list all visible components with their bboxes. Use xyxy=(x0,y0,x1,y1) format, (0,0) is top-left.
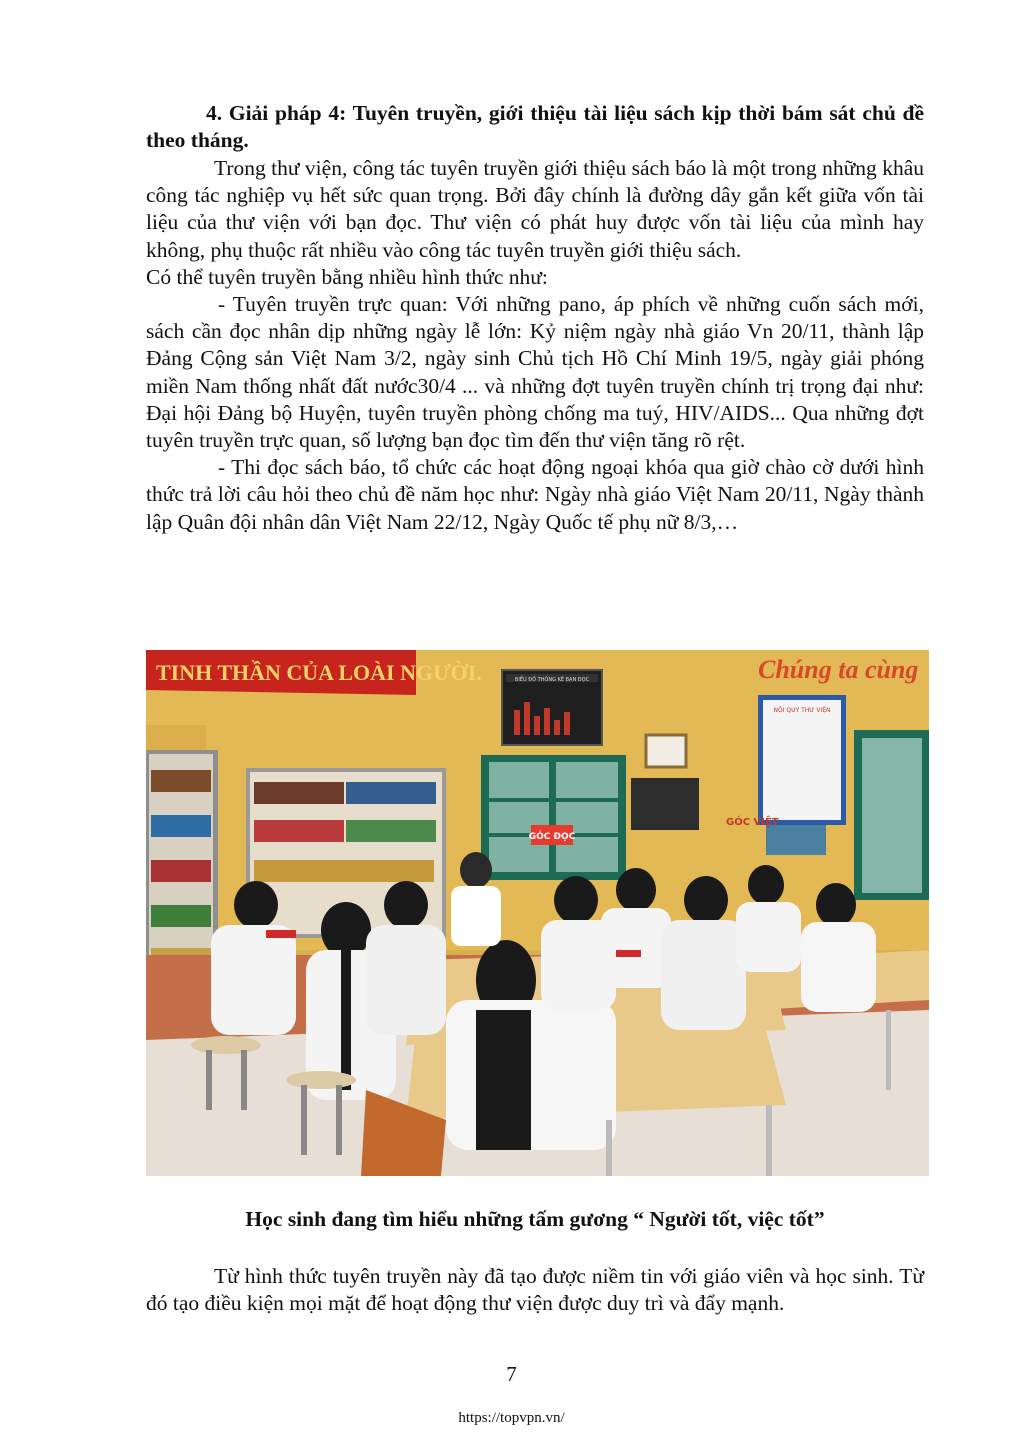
reading-corner-sign xyxy=(529,825,576,845)
poster-title: NỘI QUY THƯ VIỆN xyxy=(773,707,831,714)
body-text xyxy=(146,155,924,536)
statistics-board xyxy=(502,670,602,745)
paragraph-visual-propaganda: - Tuyên truyền trực quan: Với những pano, áp phích về những cuốn sách mới, sách cần đọc nhân dịp những ngày lễ lớn: Kỷ niệm ngày nhà giáo Vn 20/11, thành lập Đảng Cộng sản Việt Nam 3/2, ngày sinh Chủ tịch Hồ Chí Minh 19/5, ngày giải phóng miền Nam thống nhất đất nước30/4 ... và những đợt tuyên truyền chính trị trọng đại như: Đại hội Đảng bộ Huyện, tuyên truyền phòng chống ma tuý, HIV/AIDS... Qua những đợt tuyên truyền trực quan, số lượng bạn đọc tìm đến thư viện tăng rõ rệt. xyxy=(146,292,924,453)
photo-caption: Học sinh đang tìm hiểu những tấm gương “ Người tốt, việc tốt” xyxy=(245,1207,825,1231)
section-heading: 4. Giải pháp 4: Tuyên truyền, giới thiệu tài liệu sách kịp thời bám sát chủ đề theo tháng. xyxy=(146,101,924,153)
library-photo xyxy=(146,650,929,1176)
corner-sign-text: GÓC ĐỌC xyxy=(528,832,576,842)
window xyxy=(481,755,626,880)
closing-text xyxy=(146,1263,924,1317)
board-title: BIỂU ĐỒ THỐNG KÊ BẠN ĐỌC xyxy=(514,677,590,683)
rules-poster xyxy=(758,695,846,825)
footer-url[interactable]: https://topvpn.vn/ xyxy=(458,1410,565,1426)
slogan-text: Chúng ta cùng xyxy=(758,655,919,684)
left-bookshelf xyxy=(146,750,218,975)
banner-text: TINH THẦN CỦA LOÀI NGƯỜI. xyxy=(156,660,482,685)
paragraph-closing: Từ hình thức tuyên truyền này đã tạo được niềm tin với giáo viên và học sinh. Từ đó tạo điều kiện mọi mặt để hoạt động thư viện được duy trì và đẩy mạnh. xyxy=(146,1264,924,1316)
wall-letters: GÓC VIỆT xyxy=(726,817,779,828)
paragraph-reading-contest: - Thi đọc sách báo, tổ chức các hoạt động ngoại khóa qua giờ chào cờ dưới hình thức trả lời câu hỏi theo chủ đề năm học như: Ngày nhà giáo Việt Nam 20/11, Ngày thành lập Quân đội nhân dân Việt Nam 22/12, Ngày Quốc tế phụ nữ 8/3,… xyxy=(146,455,924,534)
paragraph-forms: Có thể tuyên truyền bằng nhiều hình thức như: xyxy=(146,264,548,289)
page-number: 7 xyxy=(506,1362,517,1386)
paragraph-intro: Trong thư viện, công tác tuyên truyền giới thiệu sách báo là một trong những khâu công tác nghiệp vụ hết sức quan trọng. Bởi đây chính là đường dây gắn kết giữa vốn tài liệu của thư viện với bạn đọc. Thư viện có phát huy được vốn tài liệu của mình hay không, phụ thuộc rất nhiều vào công tác tuyên truyền giới thiệu sách. xyxy=(146,156,924,262)
